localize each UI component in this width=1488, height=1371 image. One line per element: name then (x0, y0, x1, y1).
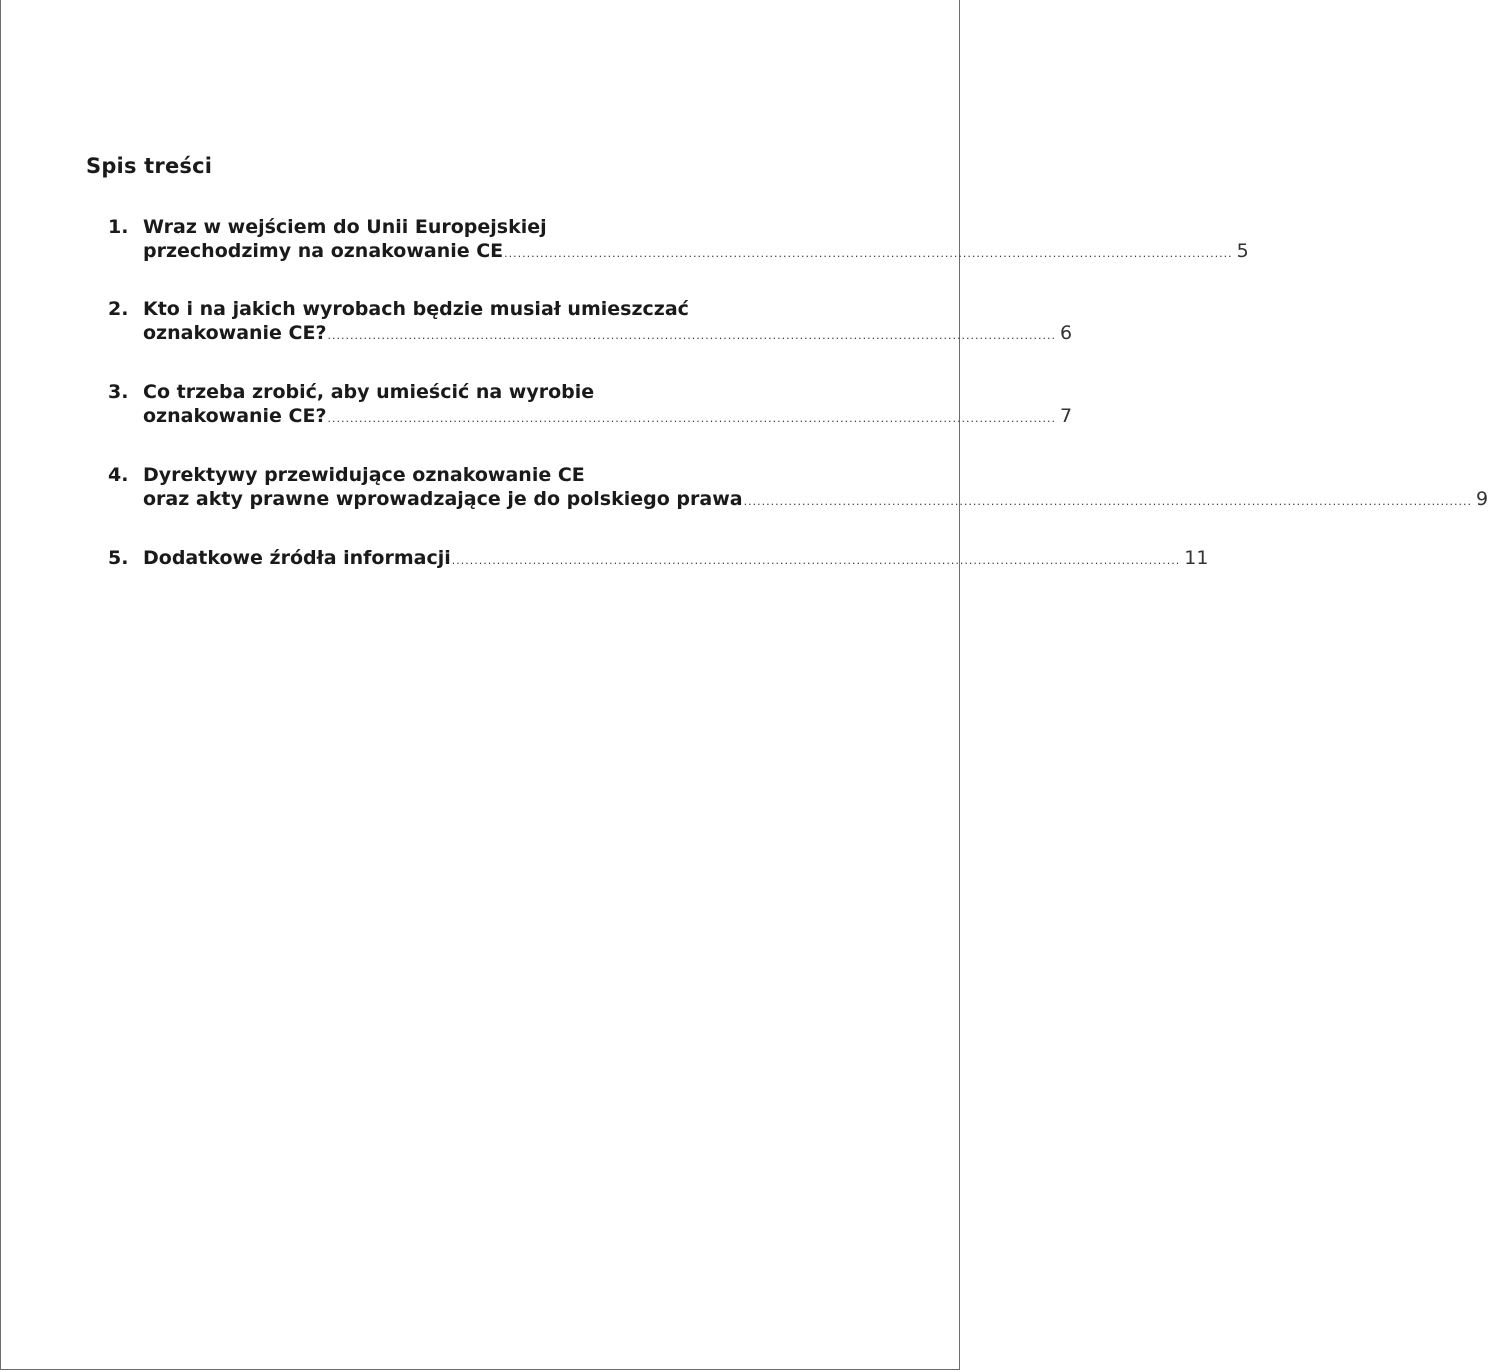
entry-line: przechodzimy na oznakowanie CE (143, 240, 504, 262)
entry-line: Dyrektywy przewidujące oznakowanie CE (143, 464, 585, 486)
entry-line: Dodatkowe źródła informacji (143, 547, 451, 569)
page-number: 11 (1184, 547, 1209, 569)
entry-number: 2. (108, 298, 129, 320)
entry-number: 1. (108, 216, 129, 238)
entry-number: 5. (108, 547, 129, 569)
dot-leader: .................................................................................................................................................................. (327, 412, 1056, 425)
page-number: 6 (1059, 322, 1073, 344)
entry-body (143, 463, 1488, 514)
entry-body (143, 380, 1073, 431)
entry-line: oznakowanie CE? (143, 322, 327, 344)
entry-last-line (143, 321, 1073, 348)
entry-body (143, 546, 1209, 573)
entry-number: 3. (108, 381, 129, 403)
entry-line: oznakowanie CE? (143, 405, 327, 427)
entry-line: Co trzeba zrobić, aby umieścić na wyrobie (143, 381, 595, 403)
dot-leader: .................................................................................................................................................................. (451, 554, 1181, 567)
entry-last-line (143, 239, 1249, 266)
entry-body (143, 215, 1249, 266)
page-number: 5 (1236, 240, 1249, 262)
entry-line: oraz akty prawne wprowadzające je do polskiego prawa (143, 488, 743, 510)
dot-leader: .................................................................................................................................................................. (743, 495, 1473, 508)
entry-last-line (143, 404, 1073, 431)
entry-number: 4. (108, 464, 129, 486)
entry-line: Wraz w wejściem do Unii Europejskiej (143, 216, 547, 238)
page-number: 7 (1059, 405, 1073, 427)
entry-line: Kto i na jakich wyrobach będzie musiał umieszczać (143, 298, 689, 320)
dot-leader: .................................................................................................................................................................. (504, 247, 1233, 260)
entry-last-line (143, 487, 1488, 514)
dot-leader: .................................................................................................................................................................. (327, 329, 1056, 342)
toc-title: Spis treści (86, 154, 213, 178)
page-number: 9 (1476, 488, 1488, 510)
entry-body (143, 297, 1073, 348)
entry-last-line (143, 546, 1209, 573)
